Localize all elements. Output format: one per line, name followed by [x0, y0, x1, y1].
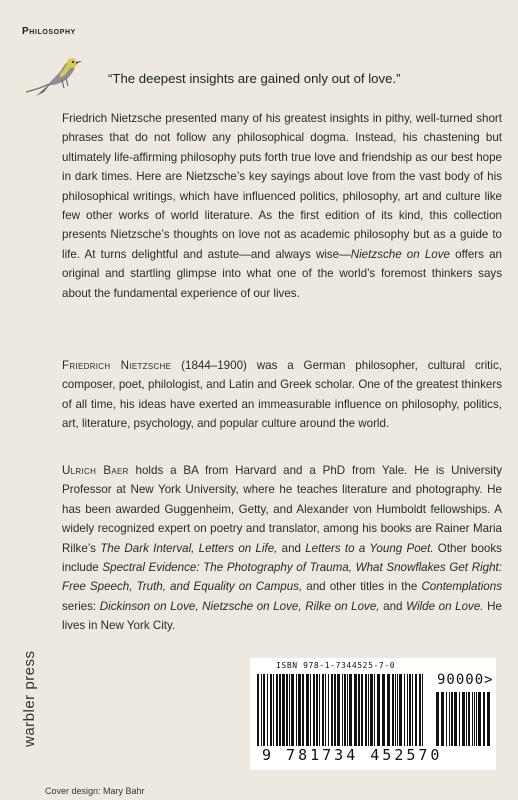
barcode-bar [368, 674, 369, 746]
baer-bio-text: He lives in New York City. [62, 599, 502, 633]
barcode-bar [296, 674, 297, 746]
barcode-bar [322, 674, 324, 746]
barcode-bar [441, 692, 444, 746]
barcode-bar [412, 674, 413, 746]
barcode-bar [422, 674, 423, 746]
blurb-text-end: offers an original and startling glimpse into what one of the world’s foremost thinkers says about the fundamental experience of our lives. [62, 247, 502, 300]
barcode-bar [397, 674, 398, 746]
barcode-bar [298, 674, 301, 746]
baer-bio-text: series: [62, 599, 100, 613]
isbn-label: ISBN 978-1-7344525-7-0 [276, 661, 396, 670]
barcode-bar [337, 674, 340, 746]
book-blurb [62, 109, 502, 303]
barcode-bar [472, 692, 473, 746]
ean-digits: 9 781734 452570 [262, 746, 443, 764]
barcode-bar [449, 692, 450, 746]
barcode-bar [468, 692, 470, 746]
barcode-bar [478, 692, 481, 746]
barcode-bar [476, 692, 477, 746]
barcode-bar [454, 692, 457, 746]
barcode-bar [286, 674, 288, 746]
barcode-bar [282, 674, 285, 746]
nietzsche-name: Friedrich Nietzsche [62, 359, 172, 372]
price-barcode [434, 692, 492, 746]
barcode-bar [459, 692, 460, 746]
warbler-bird-icon [22, 52, 86, 102]
barcode-bar [387, 674, 390, 746]
barcode-bar [446, 692, 447, 746]
barcode-bar [261, 674, 262, 746]
publisher-name: warbler press [21, 650, 38, 747]
barcode-bar [279, 674, 281, 746]
barcode-bar [483, 692, 485, 746]
barcode-bar [354, 674, 357, 746]
baer-name: Ulrich Baer [62, 464, 129, 477]
barcode-bar [419, 674, 421, 746]
baer-title: Dickinson on Love, Nietzsche on Love, Rilke on Love, [99, 599, 380, 613]
barcode-bar [289, 674, 290, 746]
barcode-bar [415, 674, 417, 746]
barcode-bar [257, 674, 259, 746]
barcode-bar [334, 674, 336, 746]
barcode-bar [273, 674, 274, 746]
barcode-bar [325, 674, 326, 746]
barcode-bar [487, 692, 490, 746]
barcode-bar [331, 674, 333, 746]
barcode-bar [382, 674, 385, 746]
barcode-bar [267, 674, 268, 746]
baer-bio-text: and other titles in the [302, 580, 422, 594]
baer-title: Contemplations [421, 580, 502, 594]
baer-title: Spectral Evidence: The Photography of Trauma, What Snowflakes Get Right: Free Speech, Truth, and Equality on Campus, [62, 561, 502, 594]
barcode-bar [462, 692, 465, 746]
barcode-bar [474, 692, 475, 746]
baer-bio-text: Other books include [62, 541, 502, 575]
baer-bio [62, 461, 502, 636]
barcode-bar [404, 674, 405, 746]
barcode-bar [347, 674, 348, 746]
barcode-bar [451, 692, 453, 746]
baer-title: The Dark Interval, Letters on Life, [100, 541, 278, 555]
baer-title: Wilde on Love. [406, 599, 484, 613]
barcode-bar [399, 674, 402, 746]
barcode-bar [316, 674, 318, 746]
blurb-text: Friedrich Nietzsche presented many of his greatest insights in pithy, well-turned short phrases that do not follow any philosophical dogma. Instead, his chastening but ultimately life-affirming philosophy puts forth true love and friendship as our best hope in dark times. Here are Nietzsche’s key sayings about love from the vast body of his philosophical writings, which have influenced politics, philosophy, art and culture like few other works of world literature. As the first edition of its kind, this collection presents Nietzsche’s thoughts on love not as academic philosophy but as a guide to life. At turns delightful and astute—and always wise— [62, 112, 502, 261]
barcode-bar [328, 674, 329, 746]
barcode-bar [409, 674, 411, 746]
barcode-bar [313, 674, 315, 746]
barcode-bar [377, 674, 380, 746]
nietzsche-bio-text: (1844–1900) was a German philosopher, cultural critic, composer, poet, philologist, and Latin and Greek scholar. One of the greatest thinkers of all time, his ideas have exerted an immeasurable influence on philosophy, politics, art, literature, psychology, and popular culture around the world. [62, 359, 502, 431]
barcode-bar [276, 674, 278, 746]
barcode-bar [374, 674, 375, 746]
barcode-bar [310, 674, 311, 746]
barcode-bar [263, 674, 265, 746]
barcode-bar [395, 674, 396, 746]
category-label: Philosophy [22, 26, 76, 37]
barcode-bar [365, 674, 367, 746]
baer-bio-text: holds a BA from Harvard and a PhD from Yale. He is University Professor at New York University, where he teaches literature and photography. He has been awarded Guggenheim, Getty, and Alexander von Humboldt fellowships. A widely recognized expert on poetry and translator, among his books are Rainer Maria Rilke’s [62, 464, 502, 555]
barcode-bar [436, 692, 439, 746]
barcode-bar [358, 674, 360, 746]
barcode-bar [291, 674, 294, 746]
price-code: 90000> [437, 672, 494, 688]
baer-title: Letters to a Young Poet. [305, 541, 434, 555]
baer-bio-text: and [277, 541, 306, 555]
barcode-bar [466, 692, 467, 746]
barcode [255, 674, 427, 746]
barcode-bar [407, 674, 408, 746]
barcode-bar [319, 674, 320, 746]
barcode-bar [361, 674, 363, 746]
barcode-bar [342, 674, 343, 746]
barcode-bar [392, 674, 394, 746]
barcode-bar [344, 674, 346, 746]
nietzsche-bio [62, 356, 502, 434]
barcode-bar [349, 674, 352, 746]
barcode-bar [370, 674, 373, 746]
barcode-bar [270, 674, 272, 746]
blurb-title: Nietzsche on Love [350, 247, 450, 261]
barcode-bar [302, 674, 304, 746]
barcode-bar [306, 674, 309, 746]
epigraph-quote: “The deepest insights are gained only out of love.” [108, 71, 401, 86]
cover-credit: Cover design: Mary Bahr [45, 786, 145, 796]
baer-bio-text: and [379, 599, 407, 613]
